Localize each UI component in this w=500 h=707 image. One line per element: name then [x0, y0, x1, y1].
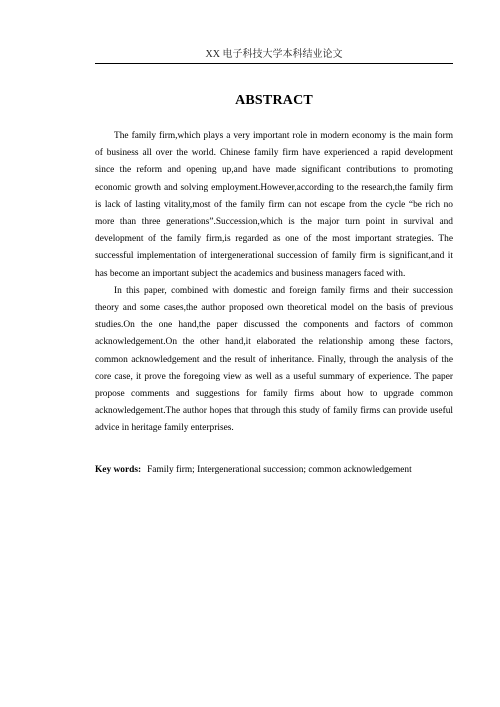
- keywords-label: Key words:: [95, 465, 142, 475]
- header-divider: [95, 63, 453, 64]
- abstract-paragraph-1: The family firm,which plays a very important role in modern economy is the main form of business all over the world. Chinese family firm have experienced a rapid development since the reform and opening up,and have made significant contributions to promoting economic growth and solving employment.However,according to the research,the family firm is lack of lasting vitality,most of the family firm can not escape from the cycle “be rich no more than three generations”.Succession,which is the major turn point in survival and development of the family firm,is regarded as one of the most important strategies. The successful implementation of intergenerational succession of family firm is significant,and it has become an important subject the academics and business managers faced with.: [95, 131, 453, 279]
- running-header: XX 电子科技大学本科结业论文: [205, 49, 343, 60]
- keywords-text: Family firm; Intergenerational succession; common acknowledgement: [147, 465, 412, 475]
- abstract-body: [95, 128, 453, 438]
- abstract-paragraph-2: In this paper, combined with domestic and foreign family firms and their succession theory and some cases,the author proposed own theoretical model on the basis of previous studies.On the one hand,the paper discussed the components and factors of common acknowledgement.On the other hand,it elaborated the relationship among these factors, common acknowledgement and the result of inheritance. Finally, through the analysis of the core case, it prove the foregoing view as well as a useful summary of experience. The paper propose comments and suggestions for family firms about how to upgrade common acknowledgement.The author hopes that through this study of family firms can provide useful advice in heritage family enterprises.: [95, 285, 453, 434]
- abstract-title: ABSTRACT: [235, 93, 313, 108]
- keywords-line: [95, 463, 455, 477]
